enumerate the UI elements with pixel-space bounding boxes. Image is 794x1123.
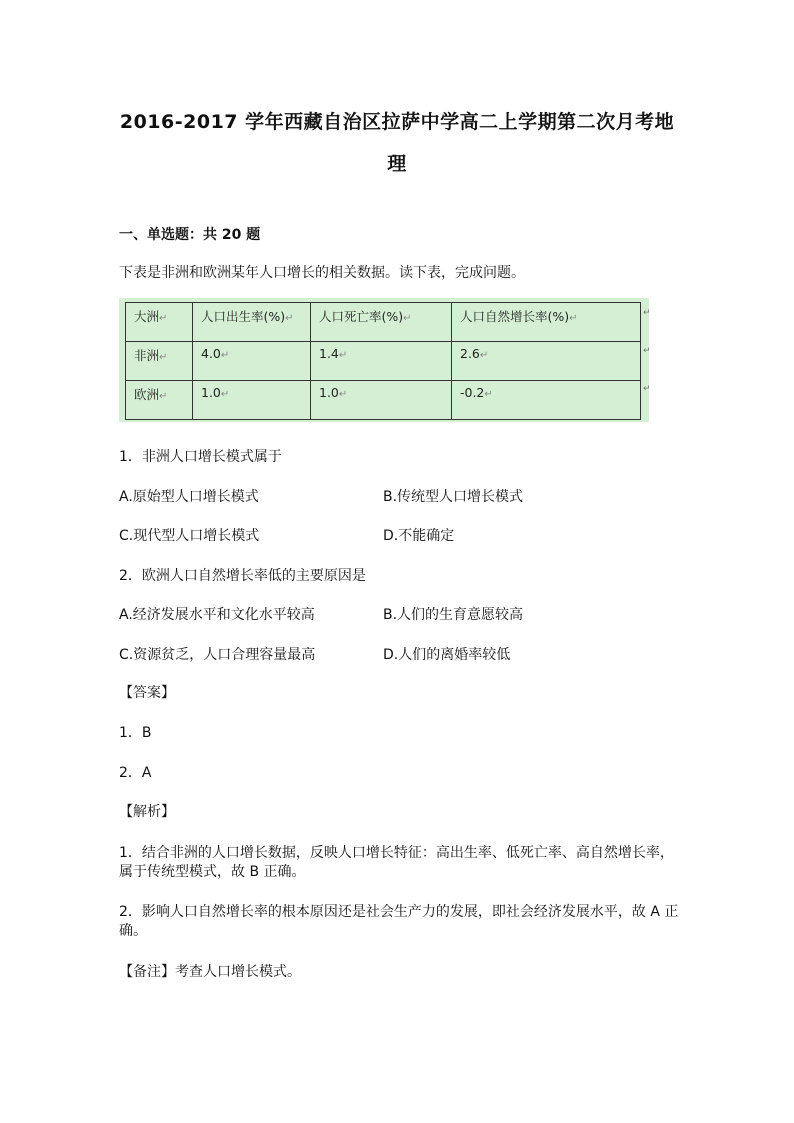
answer-1: 1．B (119, 725, 152, 741)
table-row (126, 342, 641, 381)
question-1-stem: 1．非洲人口增长模式属于 (119, 449, 282, 465)
row-end-mark: ↵ (643, 384, 651, 394)
analysis-1-line1: 1．结合非洲的人口增长数据，反映人口增长特征：高出生率、低死亡率、高自然增长率， (119, 845, 674, 861)
document-title-line1: 2016-2017 学年西藏自治区拉萨中学高二上学期第二次月考地 (119, 111, 675, 133)
analysis-heading: 【解析】 (119, 804, 175, 820)
note-text: 【备注】考查人口增长模式。 (119, 964, 301, 980)
table-header-cell: 大洲↵ (126, 303, 193, 342)
table-cell: 2.6↵ (452, 342, 641, 381)
table-cell: 1.0↵ (193, 381, 311, 420)
row-end-mark: ↵ (643, 308, 651, 318)
answer-2: 2．A (119, 765, 152, 781)
document-title-line2: 理 (387, 153, 407, 175)
analysis-2-line1: 2．影响人口自然增长率的根本原因还是社会生产力的发展，即社会经济发展水平，故 A 正 (119, 904, 679, 920)
question-2-option-b: B.人们的生育意愿较高 (383, 607, 524, 623)
table-cell: 欧洲↵ (126, 381, 193, 420)
question-1-option-a: A.原始型人口增长模式 (119, 489, 259, 505)
table-row (126, 381, 641, 420)
population-table (125, 302, 641, 420)
table-header-cell: 人口出生率(%)↵ (193, 303, 311, 342)
table-cell: -0.2↵ (452, 381, 641, 420)
table-header-cell: 人口死亡率(%)↵ (311, 303, 452, 342)
table-cell: 非洲↵ (126, 342, 193, 381)
table-cell: 1.0↵ (311, 381, 452, 420)
question-intro: 下表是非洲和欧洲某年人口增长的相关数据。读下表，完成问题。 (119, 265, 525, 281)
question-2-option-c: C.资源贫乏，人口合理容量最高 (119, 647, 316, 663)
section-heading: 一、单选题：共 20 题 (119, 227, 261, 243)
question-2-stem: 2．欧洲人口自然增长率低的主要原因是 (119, 568, 366, 584)
row-end-mark: ↵ (643, 346, 651, 356)
table-header-cell: 人口自然增长率(%)↵ (452, 303, 641, 342)
answer-heading: 【答案】 (119, 685, 175, 701)
data-table-image (119, 298, 649, 422)
question-1-option-b: B.传统型人口增长模式 (383, 489, 524, 505)
question-2-option-d: D.人们的离婚率较低 (383, 647, 511, 663)
analysis-1-line2: 属于传统型模式，故 B 正确。 (119, 864, 306, 880)
question-1-option-c: C.现代型人口增长模式 (119, 528, 260, 544)
table-header-row (126, 303, 641, 342)
question-1-option-d: D.不能确定 (383, 528, 455, 544)
table-cell: 4.0↵ (193, 342, 311, 381)
table-cell: 1.4↵ (311, 342, 452, 381)
analysis-2-line2: 确。 (119, 923, 147, 939)
question-2-option-a: A.经济发展水平和文化水平较高 (119, 607, 315, 623)
